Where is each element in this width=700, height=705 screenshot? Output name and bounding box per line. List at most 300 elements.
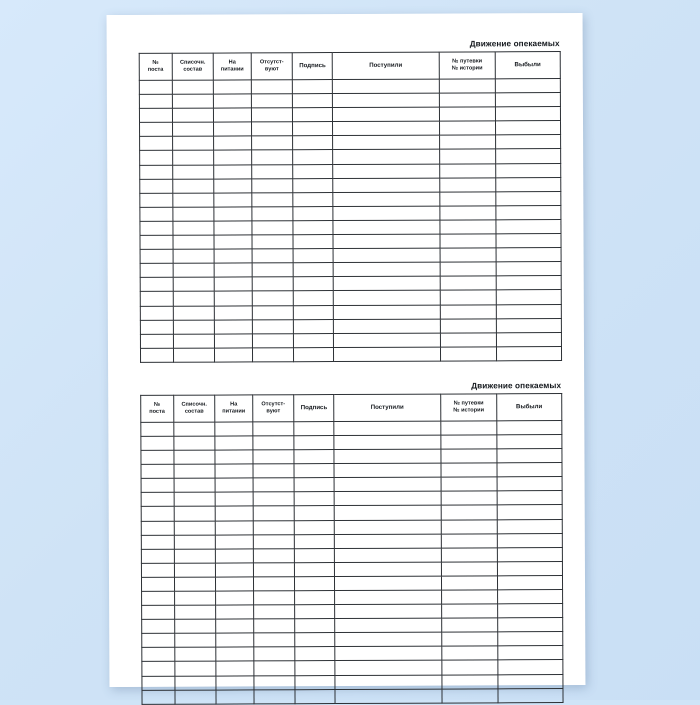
table-cell[interactable] (140, 278, 173, 292)
table-cell[interactable] (497, 547, 562, 561)
table-cell[interactable] (141, 422, 174, 436)
table-cell[interactable] (251, 164, 293, 178)
table-cell[interactable] (140, 249, 173, 263)
table-cell[interactable] (293, 150, 333, 164)
table-cell[interactable] (294, 319, 334, 333)
table-cell[interactable] (253, 633, 295, 647)
table-cell[interactable] (215, 320, 252, 334)
table-cell[interactable] (216, 492, 253, 506)
table-cell[interactable] (251, 192, 293, 206)
table-cell[interactable] (216, 563, 253, 577)
table-cell[interactable] (172, 207, 214, 221)
table-cell[interactable] (440, 347, 496, 361)
table-cell[interactable] (496, 318, 561, 332)
table-cell[interactable] (140, 263, 173, 277)
table-cell[interactable] (294, 421, 334, 435)
table-cell[interactable] (253, 464, 295, 478)
table-cell[interactable] (440, 318, 496, 332)
table-cell[interactable] (172, 179, 214, 193)
table-cell[interactable] (295, 520, 335, 534)
table-cell[interactable] (498, 660, 563, 674)
table-cell[interactable] (294, 347, 334, 361)
table-cell[interactable] (335, 661, 442, 676)
table-cell[interactable] (252, 277, 294, 291)
table-cell[interactable] (254, 689, 296, 703)
table-cell[interactable] (173, 334, 215, 348)
table-cell[interactable] (335, 689, 442, 704)
table-cell[interactable] (495, 121, 560, 135)
table-cell[interactable] (440, 220, 496, 234)
table-cell[interactable] (441, 491, 497, 505)
table-cell[interactable] (498, 646, 563, 660)
table-cell[interactable] (215, 436, 252, 450)
table-cell[interactable] (174, 591, 216, 605)
table-cell[interactable] (215, 305, 252, 319)
table-cell[interactable] (174, 619, 216, 633)
table-cell[interactable] (214, 207, 251, 221)
table-cell[interactable] (333, 319, 440, 334)
table-cell[interactable] (498, 632, 563, 646)
table-cell[interactable] (440, 192, 496, 206)
table-cell[interactable] (214, 179, 251, 193)
table-cell[interactable] (495, 163, 560, 177)
table-cell[interactable] (333, 305, 440, 320)
table-cell[interactable] (497, 575, 562, 589)
table-cell[interactable] (174, 563, 216, 577)
table-cell[interactable] (140, 334, 173, 348)
table-cell[interactable] (215, 478, 252, 492)
table-cell[interactable] (441, 562, 497, 576)
table-cell[interactable] (334, 506, 441, 521)
table-cell[interactable] (142, 648, 175, 662)
table-cell[interactable] (172, 165, 214, 179)
table-cell[interactable] (294, 450, 334, 464)
table-cell[interactable] (294, 436, 334, 450)
table-cell[interactable] (440, 178, 496, 192)
table-cell[interactable] (335, 675, 442, 690)
table-cell[interactable] (142, 676, 175, 690)
table-cell[interactable] (140, 235, 173, 249)
table-cell[interactable] (295, 576, 335, 590)
table-cell[interactable] (173, 235, 215, 249)
table-cell[interactable] (440, 234, 496, 248)
table-cell[interactable] (440, 135, 496, 149)
table-cell[interactable] (440, 304, 496, 318)
table-cell[interactable] (441, 449, 497, 463)
table-cell[interactable] (334, 463, 441, 478)
table-cell[interactable] (294, 249, 334, 263)
table-cell[interactable] (440, 163, 496, 177)
table-cell[interactable] (495, 93, 560, 107)
table-cell[interactable] (497, 604, 562, 618)
table-cell[interactable] (334, 576, 441, 591)
table-cell[interactable] (253, 619, 295, 633)
table-cell[interactable] (172, 193, 214, 207)
table-cell[interactable] (172, 108, 214, 122)
table-cell[interactable] (216, 577, 253, 591)
table-cell[interactable] (293, 80, 333, 94)
table-cell[interactable] (253, 577, 295, 591)
table-cell[interactable] (294, 263, 334, 277)
table-cell[interactable] (216, 506, 253, 520)
table-cell[interactable] (496, 346, 561, 360)
table-cell[interactable] (173, 450, 215, 464)
table-cell[interactable] (295, 548, 335, 562)
table-cell[interactable] (440, 206, 496, 220)
table-cell[interactable] (295, 633, 335, 647)
table-cell[interactable] (251, 207, 293, 221)
table-cell[interactable] (496, 219, 561, 233)
table-cell[interactable] (214, 122, 251, 136)
table-cell[interactable] (253, 591, 295, 605)
table-cell[interactable] (174, 535, 216, 549)
table-cell[interactable] (139, 80, 172, 94)
table-cell[interactable] (439, 93, 495, 107)
table-cell[interactable] (253, 492, 295, 506)
table-cell[interactable] (139, 94, 172, 108)
table-cell[interactable] (174, 549, 216, 563)
table-cell[interactable] (141, 493, 174, 507)
table-cell[interactable] (333, 262, 440, 277)
table-cell[interactable] (140, 179, 173, 193)
table-cell[interactable] (214, 235, 251, 249)
table-cell[interactable] (332, 79, 439, 94)
table-cell[interactable] (333, 192, 440, 207)
table-cell[interactable] (293, 206, 333, 220)
table-cell[interactable] (214, 80, 251, 94)
table-cell[interactable] (441, 505, 497, 519)
table-cell[interactable] (252, 249, 294, 263)
table-cell[interactable] (441, 435, 497, 449)
table-cell[interactable] (335, 618, 442, 633)
table-cell[interactable] (141, 464, 174, 478)
table-cell[interactable] (141, 549, 174, 563)
table-cell[interactable] (173, 306, 215, 320)
table-cell[interactable] (295, 605, 335, 619)
table-cell[interactable] (141, 563, 174, 577)
table-cell[interactable] (495, 149, 560, 163)
table-cell[interactable] (251, 80, 293, 94)
table-cell[interactable] (293, 136, 333, 150)
table-cell[interactable] (495, 79, 560, 93)
table-cell[interactable] (295, 591, 335, 605)
table-cell[interactable] (498, 674, 563, 688)
table-cell[interactable] (442, 632, 498, 646)
table-cell[interactable] (440, 276, 496, 290)
table-cell[interactable] (253, 506, 295, 520)
table-cell[interactable] (216, 661, 253, 675)
table-cell[interactable] (251, 108, 293, 122)
table-cell[interactable] (253, 605, 295, 619)
table-cell[interactable] (173, 277, 215, 291)
table-cell[interactable] (496, 332, 561, 346)
table-cell[interactable] (497, 420, 562, 434)
table-cell[interactable] (253, 534, 295, 548)
table-cell[interactable] (216, 647, 253, 661)
table-cell[interactable] (335, 632, 442, 647)
table-cell[interactable] (294, 305, 334, 319)
table-cell[interactable] (333, 347, 440, 362)
table-cell[interactable] (497, 435, 562, 449)
table-cell[interactable] (441, 548, 497, 562)
table-cell[interactable] (439, 107, 495, 121)
table-cell[interactable] (442, 646, 498, 660)
table-cell[interactable] (496, 304, 561, 318)
table-cell[interactable] (174, 521, 216, 535)
table-cell[interactable] (141, 479, 174, 493)
table-cell[interactable] (141, 577, 174, 591)
table-cell[interactable] (172, 221, 214, 235)
table-cell[interactable] (252, 305, 294, 319)
table-cell[interactable] (141, 436, 174, 450)
table-cell[interactable] (215, 450, 252, 464)
table-cell[interactable] (214, 164, 251, 178)
table-cell[interactable] (439, 121, 495, 135)
table-cell[interactable] (216, 591, 253, 605)
table-cell[interactable] (333, 164, 440, 179)
table-cell[interactable] (216, 690, 253, 704)
table-cell[interactable] (174, 647, 216, 661)
table-cell[interactable] (497, 449, 562, 463)
table-cell[interactable] (174, 492, 216, 506)
table-cell[interactable] (172, 94, 214, 108)
table-cell[interactable] (142, 605, 175, 619)
table-cell[interactable] (251, 178, 293, 192)
table-cell[interactable] (216, 549, 253, 563)
table-cell[interactable] (495, 107, 560, 121)
table-cell[interactable] (173, 320, 215, 334)
table-cell[interactable] (140, 165, 173, 179)
table-cell[interactable] (252, 422, 294, 436)
table-cell[interactable] (333, 135, 440, 150)
table-cell[interactable] (334, 534, 441, 549)
table-cell[interactable] (497, 533, 562, 547)
table-cell[interactable] (140, 348, 173, 362)
table-cell[interactable] (174, 605, 216, 619)
table-cell[interactable] (496, 234, 561, 248)
table-cell[interactable] (332, 107, 439, 122)
table-cell[interactable] (293, 220, 333, 234)
table-cell[interactable] (141, 507, 174, 521)
table-cell[interactable] (293, 178, 333, 192)
table-cell[interactable] (252, 235, 294, 249)
table-cell[interactable] (294, 333, 334, 347)
table-cell[interactable] (294, 464, 334, 478)
table-cell[interactable] (294, 277, 334, 291)
table-cell[interactable] (441, 477, 497, 491)
table-cell[interactable] (141, 521, 174, 535)
table-cell[interactable] (440, 262, 496, 276)
table-cell[interactable] (497, 491, 562, 505)
table-cell[interactable] (215, 334, 252, 348)
table-cell[interactable] (293, 108, 333, 122)
table-cell[interactable] (141, 450, 174, 464)
table-cell[interactable] (497, 477, 562, 491)
table-cell[interactable] (442, 688, 498, 702)
table-cell[interactable] (216, 535, 253, 549)
table-cell[interactable] (334, 562, 441, 577)
table-cell[interactable] (214, 136, 251, 150)
table-cell[interactable] (214, 193, 251, 207)
table-cell[interactable] (440, 290, 496, 304)
table-cell[interactable] (441, 533, 497, 547)
table-cell[interactable] (140, 306, 173, 320)
table-cell[interactable] (332, 93, 439, 108)
table-cell[interactable] (214, 221, 251, 235)
table-cell[interactable] (440, 149, 496, 163)
table-cell[interactable] (252, 291, 294, 305)
table-cell[interactable] (335, 604, 442, 619)
table-cell[interactable] (140, 123, 173, 137)
table-cell[interactable] (173, 263, 215, 277)
table-cell[interactable] (253, 450, 295, 464)
table-cell[interactable] (253, 520, 295, 534)
table-cell[interactable] (334, 548, 441, 563)
table-cell[interactable] (294, 291, 334, 305)
table-cell[interactable] (442, 590, 498, 604)
table-cell[interactable] (252, 348, 294, 362)
table-cell[interactable] (214, 108, 251, 122)
table-cell[interactable] (442, 660, 498, 674)
table-cell[interactable] (174, 633, 216, 647)
table-cell[interactable] (496, 191, 561, 205)
table-cell[interactable] (334, 491, 441, 506)
table-cell[interactable] (496, 262, 561, 276)
table-cell[interactable] (216, 619, 253, 633)
table-cell[interactable] (215, 263, 252, 277)
table-cell[interactable] (496, 276, 561, 290)
table-cell[interactable] (496, 205, 561, 219)
table-cell[interactable] (252, 436, 294, 450)
table-cell[interactable] (440, 333, 496, 347)
table-cell[interactable] (333, 290, 440, 305)
table-cell[interactable] (497, 618, 562, 632)
table-cell[interactable] (441, 576, 497, 590)
table-cell[interactable] (173, 422, 215, 436)
table-cell[interactable] (496, 177, 561, 191)
table-cell[interactable] (174, 676, 216, 690)
table-cell[interactable] (333, 220, 440, 235)
table-cell[interactable] (335, 590, 442, 605)
table-cell[interactable] (139, 108, 172, 122)
table-cell[interactable] (333, 234, 440, 249)
table-cell[interactable] (295, 562, 335, 576)
table-cell[interactable] (251, 94, 293, 108)
table-cell[interactable] (332, 121, 439, 136)
table-cell[interactable] (173, 291, 215, 305)
table-cell[interactable] (214, 150, 251, 164)
table-cell[interactable] (441, 421, 497, 435)
table-cell[interactable] (442, 604, 498, 618)
table-cell[interactable] (293, 164, 333, 178)
table-cell[interactable] (142, 690, 175, 704)
table-cell[interactable] (295, 506, 335, 520)
table-cell[interactable] (174, 478, 216, 492)
table-cell[interactable] (215, 291, 252, 305)
table-cell[interactable] (254, 675, 296, 689)
table-cell[interactable] (253, 661, 295, 675)
table-cell[interactable] (142, 662, 175, 676)
table-cell[interactable] (497, 561, 562, 575)
table-cell[interactable] (215, 464, 252, 478)
table-cell[interactable] (216, 605, 253, 619)
table-cell[interactable] (293, 192, 333, 206)
table-cell[interactable] (334, 520, 441, 535)
table-cell[interactable] (295, 647, 335, 661)
table-cell[interactable] (441, 463, 497, 477)
table-cell[interactable] (173, 348, 215, 362)
table-cell[interactable] (216, 520, 253, 534)
table-cell[interactable] (334, 421, 441, 436)
table-cell[interactable] (174, 464, 216, 478)
table-cell[interactable] (214, 249, 251, 263)
table-cell[interactable] (441, 519, 497, 533)
table-cell[interactable] (440, 248, 496, 262)
table-cell[interactable] (295, 478, 335, 492)
table-cell[interactable] (334, 435, 441, 450)
table-cell[interactable] (496, 248, 561, 262)
table-cell[interactable] (214, 94, 251, 108)
table-cell[interactable] (216, 675, 253, 689)
table-cell[interactable] (333, 178, 440, 193)
table-cell[interactable] (253, 563, 295, 577)
table-cell[interactable] (252, 333, 294, 347)
table-cell[interactable] (140, 193, 173, 207)
table-cell[interactable] (295, 661, 335, 675)
table-cell[interactable] (251, 122, 293, 136)
table-cell[interactable] (333, 276, 440, 291)
table-cell[interactable] (442, 618, 498, 632)
table-cell[interactable] (295, 675, 335, 689)
table-cell[interactable] (174, 577, 216, 591)
table-cell[interactable] (293, 122, 333, 136)
table-cell[interactable] (251, 136, 293, 150)
table-cell[interactable] (174, 662, 216, 676)
table-cell[interactable] (173, 436, 215, 450)
table-cell[interactable] (333, 333, 440, 348)
table-cell[interactable] (497, 505, 562, 519)
table-cell[interactable] (142, 619, 175, 633)
table-cell[interactable] (495, 135, 560, 149)
table-cell[interactable] (140, 221, 173, 235)
table-cell[interactable] (252, 221, 294, 235)
table-cell[interactable] (175, 690, 217, 704)
table-cell[interactable] (215, 348, 252, 362)
table-cell[interactable] (172, 151, 214, 165)
table-cell[interactable] (442, 674, 498, 688)
table-cell[interactable] (140, 292, 173, 306)
table-cell[interactable] (142, 634, 175, 648)
table-row[interactable] (140, 346, 561, 362)
table-cell[interactable] (253, 647, 295, 661)
table-cell[interactable] (252, 319, 294, 333)
table-cell[interactable] (173, 249, 215, 263)
table-cell[interactable] (498, 688, 563, 702)
table-cell[interactable] (252, 263, 294, 277)
table-cell[interactable] (295, 492, 335, 506)
table-cell[interactable] (172, 122, 214, 136)
table-cell[interactable] (333, 150, 440, 165)
table-cell[interactable] (141, 535, 174, 549)
table-cell[interactable] (333, 206, 440, 221)
table-cell[interactable] (295, 619, 335, 633)
table-cell[interactable] (251, 150, 293, 164)
table-cell[interactable] (215, 422, 252, 436)
table-cell[interactable] (215, 277, 252, 291)
table-cell[interactable] (253, 548, 295, 562)
table-cell[interactable] (496, 290, 561, 304)
table-row[interactable] (142, 688, 563, 704)
